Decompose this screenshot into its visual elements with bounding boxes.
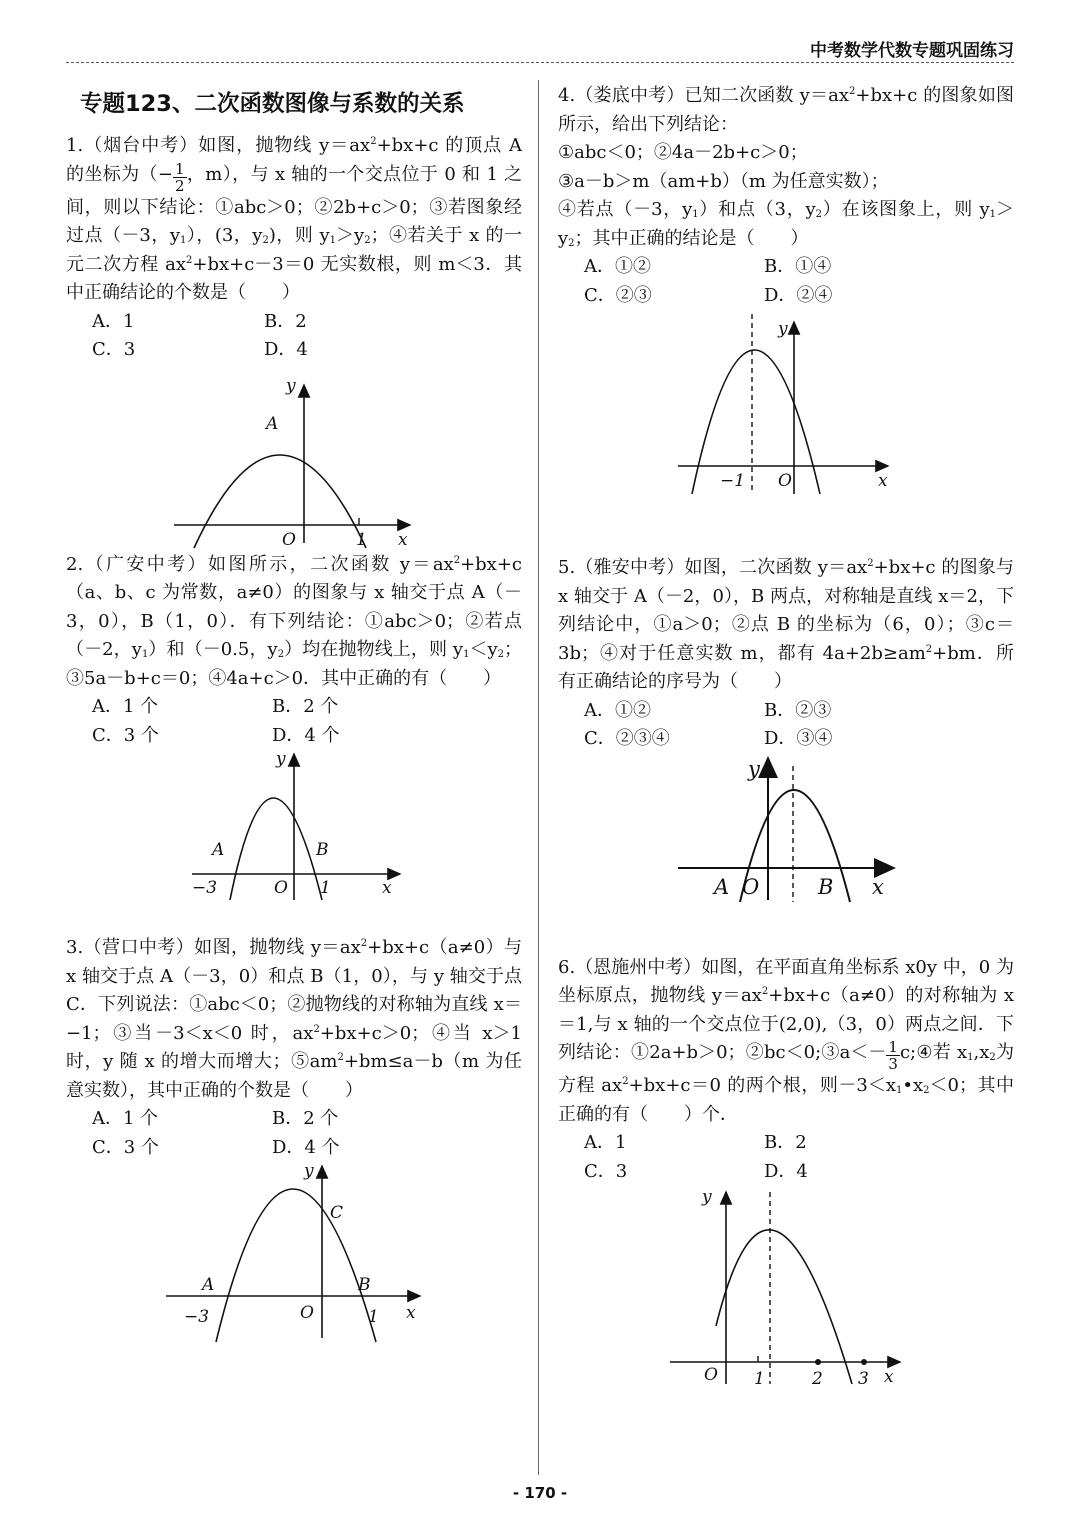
option-d[interactable]: D．4 [264,339,308,360]
page-number: - 170 - [512,1484,568,1502]
label-x: x [884,1367,894,1386]
question-5: 5.（雅安中考）如图，二次函数 $y=ax^2+bx+c$ 的图象与 x 轴交于 A（－2，0），B 两点，对称轴是直线 x＝2，下列结论中，①a＞0；②点 B 的坐标为（6，0）；③c＝3b；④对于任意实数 m，都有 $4a+2b\ge am^2+bm$．所有正确结论的序号为（ ） [558,557,1015,692]
question-5-figure [558,754,1014,914]
question-3: 3.（营口中考）如图，抛物线 $y=ax^2+bx+c(a\ne 0)$与 x 轴交于点 A（－3，0）和点 B（1，0），与 y 轴交于点 C．下列说法：①abc＜0；②抛物线的对称轴为直线 x＝−1；③当－3＜x＜0 时，$ax^2+bx+c>0$；④当 x＞1 时，y 随 x 的增大而增大；$⑤am^2+bm\le a-b(m$ 为任意实数），其中正确的个数是（ ） [66,937,522,1101]
label-o: O [704,1365,718,1385]
question-3-options [66,1105,522,1162]
question-6: 6.（恩施州中考）如图，在平面直角坐标系 x0y 中，0 为坐标原点，抛物线 $y=ax^2+bx+c(a\ne 0)$的对称轴为 x＝1,与 x 轴的一个交点位于(2,0),（3，0）两点之间．下列结论：①2a+b＞0；②bc＜0;③a＜－ $\frac{1}{3}$ c;④若 $x_1,x_2$为方程 $ax^2+bx+c=0$ 的两个根，则$-3<x_1•x_2<0$；其中正确的有（ ）个． [558,956,1015,1125]
option-c[interactable]: C．3 个 [92,1136,159,1158]
question-2: 2.（广安中考）如图所示，二次函数 $y=ax^2+bx+c(a$、b、c 为常数，a≠0）的图象与 x 轴交于点 A（－3，0），B（1，0）．有下列结论：①abc＞0；②若点（－2，$y_1$）和（－0.5，$y_2$）均在抛物线上，则 $y_1<y_2$；③5a－b+c＝0；④4a+c＞0．其中正确的有（ ） [66,553,523,689]
label-o: O [778,471,792,491]
label-1: 1 [356,529,367,550]
option-c[interactable]: C．3 个 [92,724,159,746]
option-b[interactable]: B．2 个 [272,696,339,717]
label-x: x [382,878,392,898]
option-b[interactable]: B．2 个 [272,1108,339,1129]
label-y: y [276,750,286,769]
fraction-half: $\frac{1}{2}$ [175,159,185,195]
label-x: x [406,1303,416,1323]
question-4-options [558,253,1014,310]
header-divider [66,62,1014,63]
label-y: y [702,1187,712,1207]
label-a: A [212,840,225,860]
question-2-figure [66,750,522,910]
option-c[interactable]: C．3 [92,339,136,360]
label-o: O [282,529,296,550]
label-minus1: −1 [720,471,746,491]
option-d[interactable]: D．4 个 [272,1136,340,1158]
option-d[interactable]: D．②④ [764,284,833,306]
question-2-options [66,693,522,750]
label-2: 2 [812,1369,823,1386]
label-b: B [358,1275,371,1295]
label-y: y [286,375,296,396]
label-o: O [300,1303,314,1323]
option-a[interactable]: A．1 [92,310,135,332]
label-3: 3 [858,1369,869,1386]
column-divider [538,80,539,1475]
label-o: O [742,874,760,899]
page-header: 中考数学代数专题巩固练习 [810,41,1014,61]
option-c[interactable]: C．3 [584,1160,628,1182]
option-d[interactable]: D．4 个 [272,724,340,746]
label-b: B [818,874,834,899]
label-1: 1 [368,1307,379,1327]
label-minus3: −3 [192,878,218,898]
label-minus3: −3 [184,1307,210,1327]
option-a[interactable]: A．1 [584,1132,627,1153]
question-5-options [558,697,1014,754]
option-d[interactable]: D．③④ [764,728,833,749]
question-3-figure [66,1162,522,1352]
option-d[interactable]: D．4 [764,1160,808,1182]
option-c[interactable]: C．②③ [584,284,652,306]
label-x: x [398,529,408,550]
right-column [558,82,1014,1386]
option-c[interactable]: C．②③④ [584,728,670,749]
question-1-figure [66,365,522,555]
label-1: 1 [754,1369,765,1386]
label-1: 1 [320,878,331,898]
label-x: x [878,471,888,491]
question-1: 1.（烟台中考）如图，抛物线 $y=ax^2+bx+c$ 的顶点 A 的坐标为（− $\frac{1}{2}$ ，m），与 x 轴的一个交点位于 0 和 1 之间，则以下结论：①abc＞0；②2b+c＞0；③若图象经过点（－3，$y_1$），(3，$y_2$)，则 $y_1>y_2$；④若关于 x 的一元二次方程 $ax^2+bx+c-3=0$ 无实数根，则 m＜3．其中正确结论的个数是（ ） [66,135,523,303]
question-1-options [66,308,522,365]
label-c: C [330,1203,344,1223]
question-6-options [558,1129,1014,1186]
fraction-third: $\frac{1}{3}$ [888,1038,898,1073]
option-a[interactable]: A．1 个 [92,1108,159,1129]
option-a[interactable]: A．1 个 [92,696,159,717]
question-4-figure [558,310,1014,500]
question-6-figure [558,1186,1014,1386]
option-b[interactable]: B．②③ [764,699,832,721]
option-b[interactable]: B．2 [764,1132,807,1153]
option-a[interactable]: A．①② [584,256,651,277]
label-o: O [274,878,288,898]
label-a: A [266,413,279,434]
left-column [66,80,522,1352]
label-y: y [778,319,788,339]
label-y: y [748,756,760,781]
label-y: y [304,1162,314,1181]
option-b[interactable]: B．①④ [764,256,832,277]
page-title: 专题123、二次函数图像与系数的关系 [80,91,465,117]
label-b: B [316,840,329,860]
label-a: A [202,1275,215,1295]
label-a: A [714,874,730,899]
option-a[interactable]: A．①② [584,699,651,721]
label-x: x [872,874,884,899]
question-4: 4.（娄底中考）已知二次函数 $y=ax^2+bx+c$ 的图象如图所示，给出下列结论： ①abc＜0；②4a－2b+c＞0； ③a－b＞m（am+b）（m 为任意实数）； ④若点（－3，$y_1$）和点（3，$y_2$）在该图象上，则 $y_1>y_2$；其中正确的结论是（ ） [558,85,1015,249]
option-b[interactable]: B．2 [264,310,307,332]
